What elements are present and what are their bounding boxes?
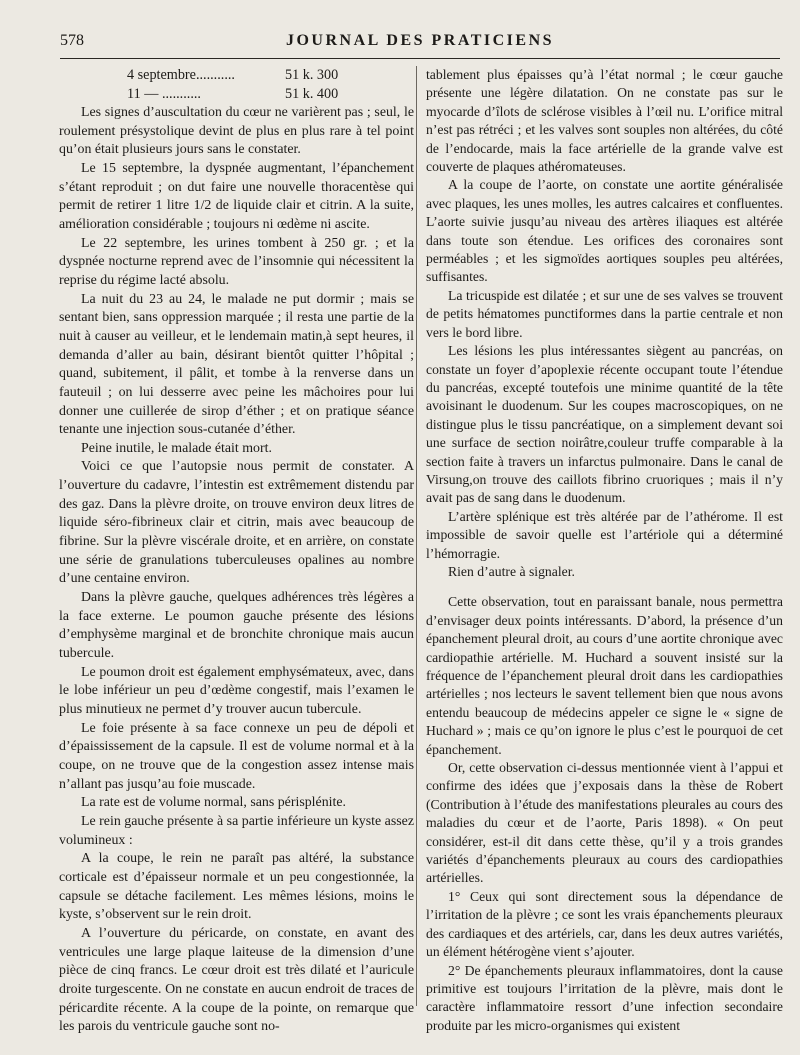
right-column [426,66,783,1035]
weight-date: 11 — ........... [127,86,201,102]
page-number: 578 [60,32,84,49]
paragraph: Le poumon droit est également emphysémateux, avec, dans le lobe inférieur un peu d’œdème congestif, mais l’examen le plus minutieux ne permet d’y trouver aucun tubercule. [59,664,414,717]
weight-value: 51 k. 300 [285,67,339,83]
weight-value: 51 k. 400 [285,86,339,102]
paragraph: La tricuspide est dilatée ; et sur une de ses valves se trouvent de petits hématomes punctiformes dans la partie centrale et non vers le bord libre. [426,287,783,340]
paragraph: tablement plus épaisses qu’à l’état normal ; le cœur gauche présente une légère dilatation. On ne constate pas sur le myocarde d’îlots de sclérose visibles à l’œil nu. L’orifice mitral n’est pas rétréci ; et les valves sont souples non altérées, du côté de l’endocarde, mais la face artérielle de la grande valve est couverte de plaques athéromateuses. [426,67,783,175]
paragraph: 1° Ceux qui sont directement sous la dépendance de l’irritation de la plèvre ; ce sont les vrais épanchements pleuraux des cardiaques et des artériels, car, dans les deux autres variétés, un élément hétérogène vient s’ajouter. [426,888,783,960]
paragraph: A la coupe, le rein ne paraît pas altéré, la substance corticale est d’épaisseur normale et un peu congestionnée, la capsule se détache facilement. Les mêmes lésions, moins le kyste, s’observent sur le rein droit. [59,851,414,923]
paragraph: Peine inutile, le malade était mort. [81,440,272,456]
paragraph: Or, cette observation ci-dessus mentionnée vient à l’appui et confirme des idées que j’exposais dans la thèse de Robert (Contribution à l’étude des manifestations pleurales au cours des maladies du cœur et de l’aorte, Paris 1898). « On peut considérer, est-il dit dans cette thèse, qu’il y a trois grandes variétés d’épanchements pleuraux au cours des cardiopathies artérielles. [426,760,783,886]
page-header [60,30,780,60]
paragraph: La nuit du 23 au 24, le malade ne put dormir ; mais se sentant bien, sans oppression marquée ; il resta une partie de la nuit à causer au veilleur, et le lendemain matin,à sept heures, il demanda d’aller au bain, désirant bientôt quitter l’hôpital ; quand, subitement, il pâlit, et tombe à la renverse dans un fauteuil ; on lui desserre avec peine les mâchoires pour lui donner une cuillerée de sirop d’éther ; et on pratique séance tenante une injection sous-cutanée d’éther. [59,291,414,438]
weight-row [59,85,414,104]
paragraph: Dans la plèvre gauche, quelques adhérences très légères a la face externe. Le poumon gauche présente des lésions d’emphysème marginal et de bronchite chronique mais aucun tubercule. [59,590,414,662]
weight-row [59,66,414,85]
paragraph: Rien d’autre à signaler. [448,563,575,579]
paragraph: L’artère splénique est très altérée par de l’athérome. Il est impossible de savoir quelle est l’artériole qui a déterminé l’hémorragie. [426,508,783,561]
paragraph: 2° De épanchements pleuraux inflammatoires, dont la cause primitive est toujours l’irritation de la plèvre, mais dont le caractère inflammatoire ressort d’une infection secondaire produite par les micro-organismes qui existent [426,962,783,1033]
paragraph: Voici ce que l’autopsie nous permit de constater. A l’ouverture du cadavre, l’intestin est extrêmement distendu par des gaz. Dans la plèvre droite, on trouve environ deux litres de liquide séro-fibrineux clair et citrin, mais avec beaucoup de fibrine. Sur la plèvre viscérale droite, et en arrière, on constate une série de granulations tuberculeuses opalines au nombre d’une centaine environ. [59,459,414,587]
section-break [426,581,783,593]
header-rule [60,58,780,59]
paragraph: A l’ouverture du péricarde, on constate, en avant des ventricules une large plaque laiteuse de la dimension d’une pièce de cinq francs. Le cœur droit est très dilaté et l’auricule droite turgescente. On ne constate en aucun endroit de traces de péricardite récente. A la coupe de la pointe, on remarque que les parois du ventricule gauche sont no- [59,925,414,1035]
paragraph: Les signes d’auscultation du cœur ne varièrent pas ; seul, le roulement présystolique devint de plus en plus rare à tel point qu’on était plusieurs jours sans le constater. [59,105,414,158]
paragraph: Le rein gauche présente à sa partie inférieure un kyste assez volumineux : [59,813,414,848]
paragraph: A la coupe de l’aorte, on constate une aortite généralisée avec plaques, les unes molles, les autres calcaires et confluentes. L’aorte suivie jusqu’au niveau des artères iliaques est altérée dans toute son étendue. Les orifices des coronaires sont perméables ; et les sigmoïdes aortiques souples peu altérées, suffisantes. [426,177,783,285]
paragraph: Le 22 septembre, les urines tombent à 250 gr. ; et la dyspnée nocturne reprend avec de l’insomnie qui nécessitent la reprise du régime lacté absolu. [59,235,414,288]
paragraph: La rate est de volume normal, sans périsplénite. [81,795,346,811]
column-divider [416,66,417,1006]
paragraph: Le 15 septembre, la dyspnée augmentant, l’épanchement s’étant reproduit ; on dut faire une nouvelle thoracentèse qui permit de retirer 1 litre 1/2 de liquide clair et citrin. A la suite, amélioration considérable ; toujours ni œdème ni ascite. [59,160,414,232]
weight-date: 4 septembre........... [127,67,235,83]
paragraph: Le foie présente à sa face connexe un peu de dépoli et d’épaississement de la capsule. Il est de volume normal et à la coupe, on ne trouve que de la congestion assez intense mais n’allant pas jusqu’au foie muscade. [59,720,414,792]
left-column [59,66,414,1037]
paragraph: Les lésions les plus intéressantes siègent au pancréas, on constate un foyer d’apoplexie récente occupant toute l’étendue du pancréas, excepté toutefois une minime quantité de la tête avoisinant le duodenum. Sur les coupes macroscopiques, on ne distingue plus le tissu pancréatique, on a simplement devant soi une surface de section noirâtre,couleur truffe comparable à la section faite à travers un infarctus pulmonaire. Dans le canal de Virsung,on trouve des caillots fibrino cruoriques ; mais il n’y avait pas de sang dans le duodenum. [426,343,783,506]
paragraph: Cette observation, tout en paraissant banale, nous permettra d’envisager deux points intéressants. D’abord, la présence d’un épanchement pleural droit, au cours d’une aortite chronique avec cardiopathie artérielle. M. Huchard a souvent insisté sur la fréquence de l’épanchement pleural droit dans les cardiopathies artérielles ; nos lecteurs le savent tellement bien que nous avons entendu beaucoup de médecins appeler ce signe le « signe de Huchard » ; mais ce qu’on ignore le plus c’est le pourquoi de cet épanchement. [426,594,783,757]
running-title: JOURNAL DES PRATICIENS [285,32,555,49]
